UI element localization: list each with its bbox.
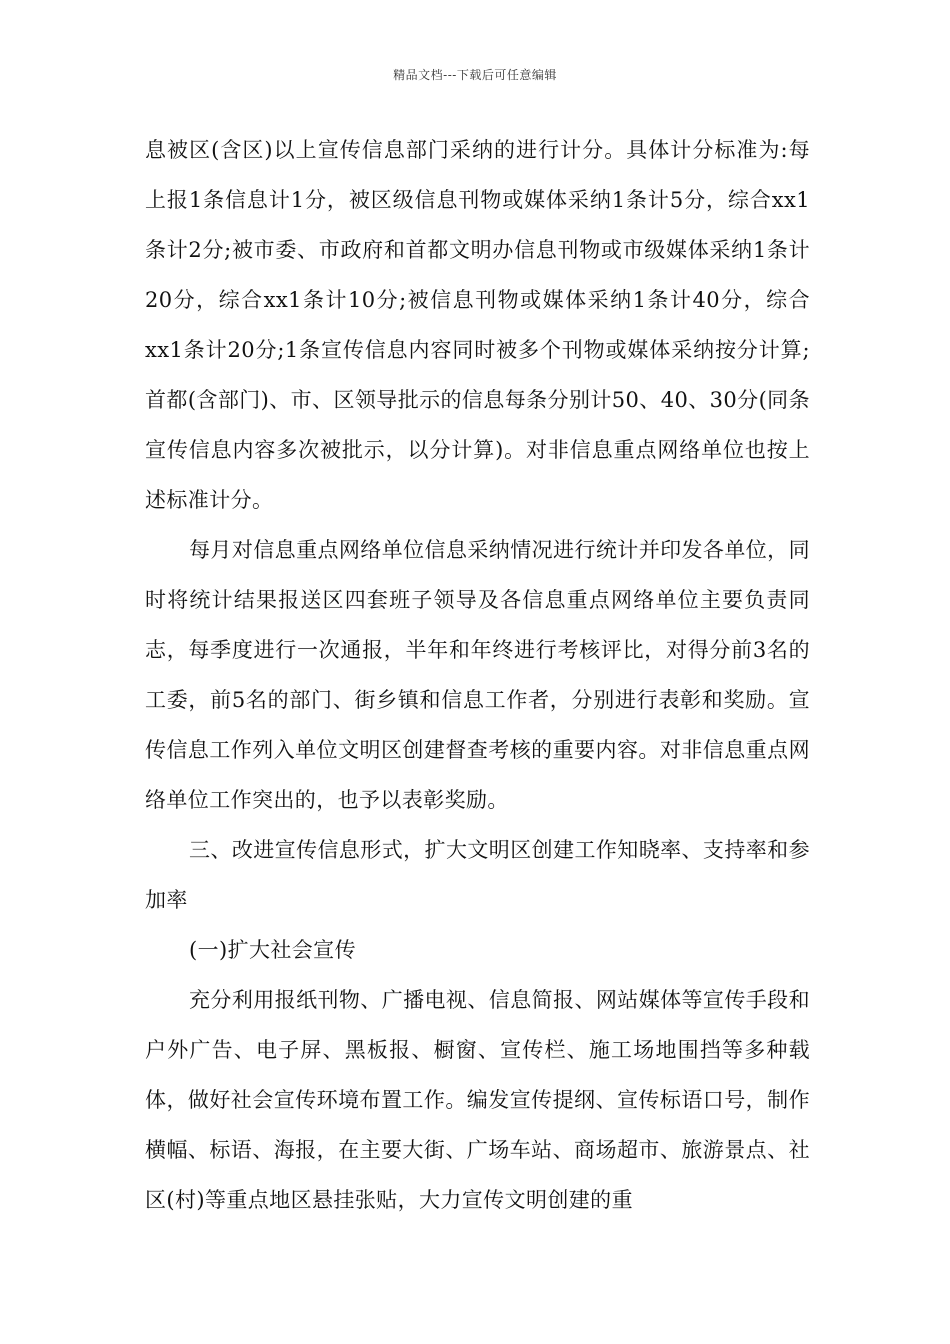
paragraph-social-publicity: 充分利用报纸刊物、广播电视、信息简报、网站媒体等宣传手段和户外广告、电子屏、黑板报、橱窗、宣传栏、施工场地围挡等多种载体，做好社会宣传环境布置工作。编发宣传提纲、宣传标语口号，制作横幅、标语、海报，在主要大街、广场车站、商场超市、旅游景点、社区(村)等重点地区悬挂张贴，大力宣传文明创建的重 xyxy=(145,988,810,1212)
page-header: 精品文档---下载后可任意编辑 xyxy=(393,68,557,82)
paragraph-monthly-statistics: 每月对信息重点网络单位信息采纳情况进行统计并印发各单位，同时将统计结果报送区四套班子领导及各信息重点网络单位主要负责同志，每季度进行一次通报，半年和年终进行考核评比，对得分前3名的工委，前5名的部门、街乡镇和信息工作者，分别进行表彰和奖励。宣传信息工作列入单位文明区创建督查考核的重要内容。对非信息重点网络单位工作突出的，也予以表彰奖励。 xyxy=(145,538,810,812)
paragraph-scoring-standard: 息被区(含区)以上宣传信息部门采纳的进行计分。具体计分标准为:每上报1条信息计1分，被区级信息刊物或媒体采纳1条计5分，综合xx1条计2分;被市委、市政府和首都文明办信息刊物或市级媒体采纳1条计20分，综合xx1条计10分;被信息刊物或媒体采纳1条计40分，综合xx1条计20分;1条宣传信息内容同时被多个刊物或媒体采纳按分计算;首都(含部门)、市、区领导批示的信息每条分别计50、40、30分(同条宣传信息内容多次被批示，以分计算)。对非信息重点网络单位也按上述标准计分。 xyxy=(145,138,810,512)
subsection-heading-one: (一)扩大社会宣传 xyxy=(189,938,356,962)
document-body xyxy=(145,125,810,1225)
section-heading-three: 三、改进宣传信息形式，扩大文明区创建工作知晓率、支持率和参加率 xyxy=(145,838,810,912)
